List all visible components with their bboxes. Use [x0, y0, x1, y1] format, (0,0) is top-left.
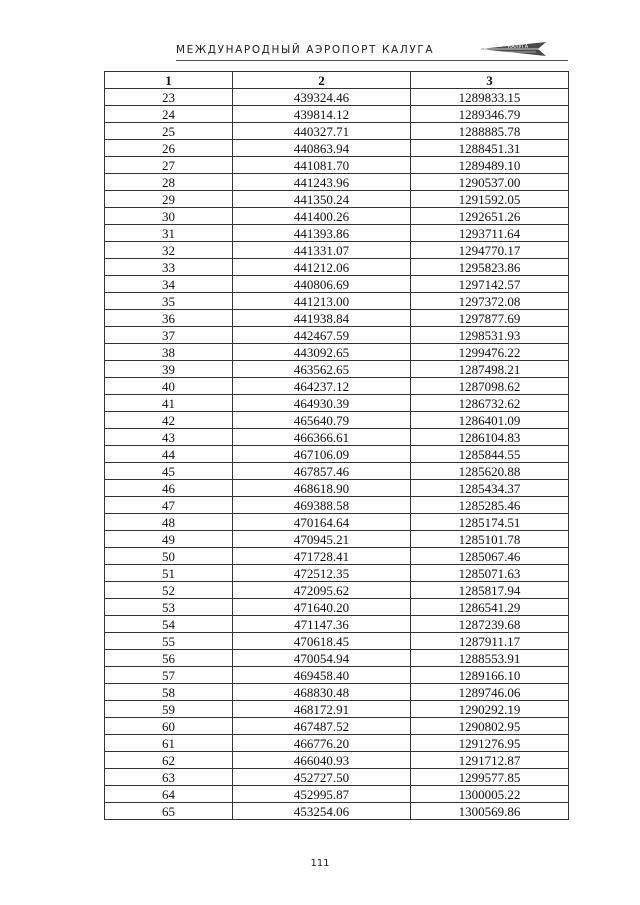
table-cell: 441081.70 — [233, 157, 411, 174]
table-cell: 1292651.26 — [411, 208, 569, 225]
table-cell: 1299577.85 — [411, 769, 569, 786]
table-cell: 443092.65 — [233, 344, 411, 361]
table-cell: 463562.65 — [233, 361, 411, 378]
table-cell: 468172.91 — [233, 701, 411, 718]
table-cell: 1285817.94 — [411, 582, 569, 599]
table-cell: 1286104.83 — [411, 429, 569, 446]
table-cell: 453254.06 — [233, 803, 411, 820]
table-cell: 441400.26 — [233, 208, 411, 225]
table-cell: 452995.87 — [233, 786, 411, 803]
table-cell: 1286541.29 — [411, 599, 569, 616]
table-cell: 464930.39 — [233, 395, 411, 412]
table-cell: 55 — [105, 633, 233, 650]
table-cell: 1285620.88 — [411, 463, 569, 480]
column-header: 2 — [233, 72, 411, 89]
table-cell: 1289489.10 — [411, 157, 569, 174]
table-cell: 48 — [105, 514, 233, 531]
table-cell: 35 — [105, 293, 233, 310]
table-cell: 57 — [105, 667, 233, 684]
table-cell: 52 — [105, 582, 233, 599]
table-row — [105, 633, 569, 650]
table-row — [105, 701, 569, 718]
header-divider — [176, 60, 568, 61]
table-cell: 471640.20 — [233, 599, 411, 616]
table-cell: 441350.24 — [233, 191, 411, 208]
table-cell: 471147.36 — [233, 616, 411, 633]
table-row — [105, 242, 569, 259]
table-cell: 28 — [105, 174, 233, 191]
table-cell: 1288553.91 — [411, 650, 569, 667]
table-cell: 469458.40 — [233, 667, 411, 684]
table-cell: 50 — [105, 548, 233, 565]
table-cell: 26 — [105, 140, 233, 157]
table-cell: 465640.79 — [233, 412, 411, 429]
table-row — [105, 514, 569, 531]
table-row — [105, 735, 569, 752]
table-row — [105, 276, 569, 293]
table-cell: 441393.86 — [233, 225, 411, 242]
table-cell: 439324.46 — [233, 89, 411, 106]
airport-logo — [478, 40, 548, 58]
table-cell: 1294770.17 — [411, 242, 569, 259]
table-cell: 1291276.95 — [411, 735, 569, 752]
table-cell: 468618.90 — [233, 480, 411, 497]
table-cell: 441213.00 — [233, 293, 411, 310]
table-cell: 1297372.08 — [411, 293, 569, 310]
table-cell: 1287239.68 — [411, 616, 569, 633]
table-row — [105, 106, 569, 123]
table-row — [105, 803, 569, 820]
table-row — [105, 191, 569, 208]
table-cell: 34 — [105, 276, 233, 293]
table-row — [105, 684, 569, 701]
table-cell: 1287098.62 — [411, 378, 569, 395]
table-row — [105, 446, 569, 463]
table-cell: 1295823.86 — [411, 259, 569, 276]
table-cell: 64 — [105, 786, 233, 803]
table-cell: 60 — [105, 718, 233, 735]
table-cell: 1289746.06 — [411, 684, 569, 701]
table-cell: 36 — [105, 310, 233, 327]
table-cell: 466040.93 — [233, 752, 411, 769]
table-row — [105, 667, 569, 684]
table-row — [105, 582, 569, 599]
table-row — [105, 412, 569, 429]
table-row — [105, 361, 569, 378]
table-row — [105, 395, 569, 412]
table-row — [105, 310, 569, 327]
table-row — [105, 208, 569, 225]
table-cell: 61 — [105, 735, 233, 752]
table-row — [105, 157, 569, 174]
table-cell: 470054.94 — [233, 650, 411, 667]
table-cell: 42 — [105, 412, 233, 429]
table-cell: 37 — [105, 327, 233, 344]
table-cell: 470164.64 — [233, 514, 411, 531]
table-cell: 46 — [105, 480, 233, 497]
table-cell: 47 — [105, 497, 233, 514]
table-row — [105, 259, 569, 276]
table-cell: 1285174.51 — [411, 514, 569, 531]
table-cell: 1287911.17 — [411, 633, 569, 650]
table-cell: 441243.96 — [233, 174, 411, 191]
table-cell: 467487.52 — [233, 718, 411, 735]
table-cell: 470945.21 — [233, 531, 411, 548]
table-row — [105, 344, 569, 361]
table-cell: 471728.41 — [233, 548, 411, 565]
table-row — [105, 769, 569, 786]
table-row — [105, 174, 569, 191]
table-row — [105, 752, 569, 769]
table-row — [105, 140, 569, 157]
table-cell: 54 — [105, 616, 233, 633]
table-row — [105, 463, 569, 480]
table-cell: 53 — [105, 599, 233, 616]
table-cell: 1285285.46 — [411, 497, 569, 514]
table-row — [105, 293, 569, 310]
column-header: 3 — [411, 72, 569, 89]
table-cell: 1290802.95 — [411, 718, 569, 735]
table-cell: 440806.69 — [233, 276, 411, 293]
table-cell: 1291712.87 — [411, 752, 569, 769]
table-cell: 472095.62 — [233, 582, 411, 599]
table-cell: 1286401.09 — [411, 412, 569, 429]
table-row — [105, 429, 569, 446]
table-row — [105, 378, 569, 395]
table-cell: 49 — [105, 531, 233, 548]
table-cell: 466366.61 — [233, 429, 411, 446]
header-title: МЕЖДУНАРОДНЫЙ АЭРОПОРТ КАЛУГА — [176, 44, 435, 56]
table-cell: 1285101.78 — [411, 531, 569, 548]
table-row — [105, 599, 569, 616]
page-number: 111 — [310, 858, 330, 869]
table-row — [105, 565, 569, 582]
table-cell: 467106.09 — [233, 446, 411, 463]
table-row — [105, 480, 569, 497]
table-cell: 1289346.79 — [411, 106, 569, 123]
table-row — [105, 497, 569, 514]
table-cell: 41 — [105, 395, 233, 412]
table-cell: 1285844.55 — [411, 446, 569, 463]
table-header-row — [105, 72, 569, 89]
table-cell: 452727.50 — [233, 769, 411, 786]
table-cell: 33 — [105, 259, 233, 276]
table-cell: 1288451.31 — [411, 140, 569, 157]
logo-text: КАЛУГА — [507, 44, 529, 50]
table-cell: 32 — [105, 242, 233, 259]
table-cell: 23 — [105, 89, 233, 106]
table-cell: 51 — [105, 565, 233, 582]
table-cell: 31 — [105, 225, 233, 242]
table-cell: 439814.12 — [233, 106, 411, 123]
table-cell: 442467.59 — [233, 327, 411, 344]
table-cell: 440327.71 — [233, 123, 411, 140]
table-row — [105, 327, 569, 344]
coordinates-table — [104, 71, 569, 820]
table-cell: 1285071.63 — [411, 565, 569, 582]
table-cell: 1289833.15 — [411, 89, 569, 106]
table-cell: 58 — [105, 684, 233, 701]
table-row — [105, 225, 569, 242]
table-cell: 43 — [105, 429, 233, 446]
table-cell: 1289166.10 — [411, 667, 569, 684]
table-row — [105, 718, 569, 735]
table-cell: 1288885.78 — [411, 123, 569, 140]
table-cell: 1298531.93 — [411, 327, 569, 344]
table-cell: 56 — [105, 650, 233, 667]
table-row — [105, 650, 569, 667]
table-cell: 62 — [105, 752, 233, 769]
table-cell: 1300569.86 — [411, 803, 569, 820]
table-cell: 441938.84 — [233, 310, 411, 327]
table-row — [105, 531, 569, 548]
table-cell: 1287498.21 — [411, 361, 569, 378]
table-row — [105, 548, 569, 565]
table-cell: 59 — [105, 701, 233, 718]
table-cell: 468830.48 — [233, 684, 411, 701]
table-cell: 441212.06 — [233, 259, 411, 276]
table-cell: 467857.46 — [233, 463, 411, 480]
table-cell: 1290537.00 — [411, 174, 569, 191]
table-cell: 40 — [105, 378, 233, 395]
table-cell: 440863.94 — [233, 140, 411, 157]
table-cell: 1297142.57 — [411, 276, 569, 293]
table-cell: 464237.12 — [233, 378, 411, 395]
table-cell: 472512.35 — [233, 565, 411, 582]
table-cell: 1285434.37 — [411, 480, 569, 497]
table-cell: 1299476.22 — [411, 344, 569, 361]
table-cell: 24 — [105, 106, 233, 123]
table-cell: 1285067.46 — [411, 548, 569, 565]
table-cell: 1293711.64 — [411, 225, 569, 242]
table-cell: 469388.58 — [233, 497, 411, 514]
table-cell: 30 — [105, 208, 233, 225]
table-cell: 29 — [105, 191, 233, 208]
table-row — [105, 786, 569, 803]
table-cell: 65 — [105, 803, 233, 820]
column-header: 1 — [105, 72, 233, 89]
table-cell: 25 — [105, 123, 233, 140]
table-cell: 1297877.69 — [411, 310, 569, 327]
table-cell: 38 — [105, 344, 233, 361]
table-cell: 1286732.62 — [411, 395, 569, 412]
table-cell: 1300005.22 — [411, 786, 569, 803]
table-cell: 27 — [105, 157, 233, 174]
table-cell: 63 — [105, 769, 233, 786]
table-cell: 1291592.05 — [411, 191, 569, 208]
table-cell: 1290292.19 — [411, 701, 569, 718]
table-row — [105, 616, 569, 633]
table-cell: 466776.20 — [233, 735, 411, 752]
table-cell: 45 — [105, 463, 233, 480]
table-row — [105, 89, 569, 106]
table-row — [105, 123, 569, 140]
table-cell: 470618.45 — [233, 633, 411, 650]
table-cell: 44 — [105, 446, 233, 463]
table-cell: 39 — [105, 361, 233, 378]
table-cell: 441331.07 — [233, 242, 411, 259]
